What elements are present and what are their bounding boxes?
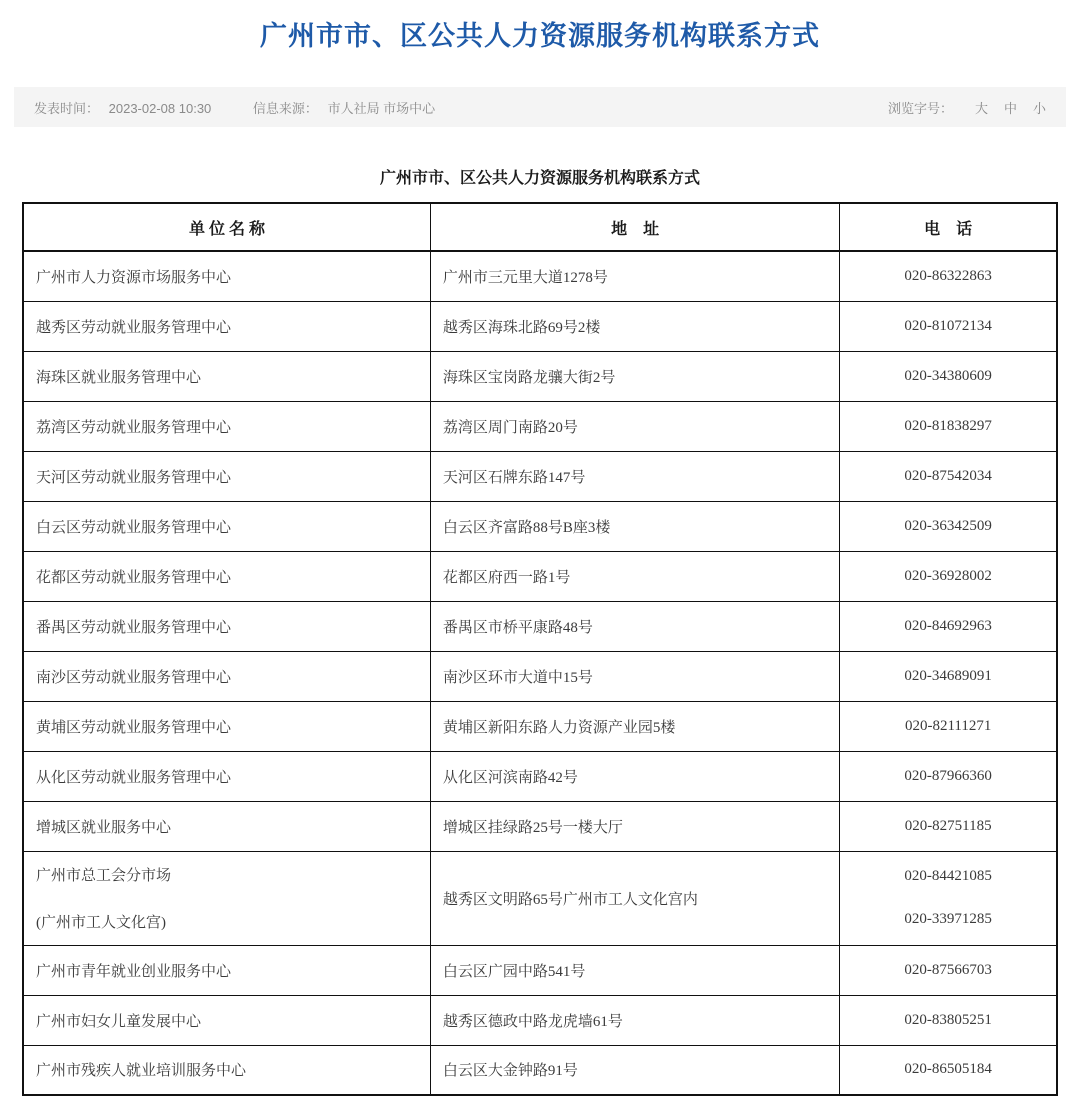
- table-row: [23, 451, 1057, 501]
- address-cell: 增城区挂绿路25号一楼大厅: [430, 801, 839, 851]
- address-cell: 南沙区环市大道中15号: [430, 651, 839, 701]
- address-cell: 越秀区文明路65号广州市工人文化宫内: [430, 851, 839, 945]
- table-row: [23, 851, 1057, 945]
- table-row: [23, 351, 1057, 401]
- column-header-address: 地 址: [430, 203, 839, 251]
- phone-cell: 020-82111271: [840, 701, 1057, 751]
- font-size-medium-link[interactable]: 中: [1003, 100, 1017, 116]
- meta-left: [34, 98, 441, 117]
- unit-name-cell: 荔湾区劳动就业服务管理中心: [23, 401, 430, 451]
- address-cell: 花都区府西一路1号: [430, 551, 839, 601]
- table-row: [23, 945, 1057, 995]
- table-row: [23, 601, 1057, 651]
- phone-cell: 020-87966360: [840, 751, 1057, 801]
- phone-cell: 020-34380609: [840, 351, 1057, 401]
- table-body: [23, 251, 1057, 1095]
- unit-name-cell: 番禺区劳动就业服务管理中心: [23, 601, 430, 651]
- address-cell: 荔湾区周门南路20号: [430, 401, 839, 451]
- unit-name-cell: 南沙区劳动就业服务管理中心: [23, 651, 430, 701]
- publish-time-label: 发表时间：: [34, 100, 100, 116]
- unit-name-cell: 花都区劳动就业服务管理中心: [23, 551, 430, 601]
- column-header-unit-name: 单 位 名 称: [23, 203, 430, 251]
- unit-name-cell: 黄埔区劳动就业服务管理中心: [23, 701, 430, 751]
- unit-name-cell: 广州市人力资源市场服务中心: [23, 251, 430, 301]
- table-header-row: [23, 203, 1057, 251]
- unit-name-cell: 广州市总工会分市场 (广州市工人文化宫): [23, 851, 430, 945]
- phone-cell: 020-86322863: [840, 251, 1057, 301]
- address-cell: 番禺区市桥平康路48号: [430, 601, 839, 651]
- address-cell: 天河区石牌东路147号: [430, 451, 839, 501]
- phone-cell: 020-84692963: [840, 601, 1057, 651]
- source-value: 市人社局 市场中心: [327, 100, 436, 116]
- phone-cell: 020-34689091: [840, 651, 1057, 701]
- unit-name-cell: 越秀区劳动就业服务管理中心: [23, 301, 430, 351]
- phone-cell: 020-36342509: [840, 501, 1057, 551]
- table-row: [23, 401, 1057, 451]
- address-cell: 从化区河滨南路42号: [430, 751, 839, 801]
- phone-cell: 020-81838297: [840, 401, 1057, 451]
- table-caption: 广州市市、区公共人力资源服务机构联系方式: [379, 170, 700, 187]
- table-row: [23, 501, 1057, 551]
- address-cell: 白云区大金钟路91号: [430, 1045, 839, 1095]
- unit-name-cell: 广州市残疾人就业培训服务中心: [23, 1045, 430, 1095]
- column-header-phone: 电 话: [840, 203, 1057, 251]
- unit-name-cell: 增城区就业服务中心: [23, 801, 430, 851]
- phone-cell: 020-82751185: [840, 801, 1057, 851]
- contact-table: [22, 202, 1058, 1096]
- table-row: [23, 251, 1057, 301]
- table-row: [23, 751, 1057, 801]
- publish-time-value: 2023-02-08 10:30: [108, 100, 212, 116]
- phone-cell: 020-87566703: [840, 945, 1057, 995]
- font-size-small-link[interactable]: 小: [1032, 100, 1046, 116]
- phone-cell: 020-87542034: [840, 451, 1057, 501]
- phone-cell: 020-86505184: [840, 1045, 1057, 1095]
- address-cell: 白云区齐富路88号B座3楼: [430, 501, 839, 551]
- table-row: [23, 301, 1057, 351]
- address-cell: 海珠区宝岗路龙骧大街2号: [430, 351, 839, 401]
- table-row: [23, 1045, 1057, 1095]
- font-size-switcher: [888, 98, 1046, 117]
- address-cell: 黄埔区新阳东路人力资源产业园5楼: [430, 701, 839, 751]
- address-cell: 越秀区德政中路龙虎墙61号: [430, 995, 839, 1045]
- address-cell: 广州市三元里大道1278号: [430, 251, 839, 301]
- phone-cell: 020-84421085 020-33971285: [840, 851, 1057, 945]
- table-row: [23, 551, 1057, 601]
- phone-cell: 020-81072134: [840, 301, 1057, 351]
- table-row: [23, 651, 1057, 701]
- phone-cell: 020-83805251: [840, 995, 1057, 1045]
- unit-name-cell: 广州市青年就业创业服务中心: [23, 945, 430, 995]
- table-wrap: [22, 202, 1058, 1096]
- font-size-label: 浏览字号：: [887, 100, 953, 116]
- unit-name-cell: 海珠区就业服务管理中心: [23, 351, 430, 401]
- unit-name-cell: 白云区劳动就业服务管理中心: [23, 501, 430, 551]
- table-row: [23, 701, 1057, 751]
- phone-cell: 020-36928002: [840, 551, 1057, 601]
- address-cell: 越秀区海珠北路69号2楼: [430, 301, 839, 351]
- font-size-large-link[interactable]: 大: [974, 100, 988, 116]
- table-row: [23, 801, 1057, 851]
- table-row: [23, 995, 1057, 1045]
- meta-bar: [14, 87, 1066, 127]
- source-label: 信息来源：: [252, 100, 318, 116]
- unit-name-cell: 从化区劳动就业服务管理中心: [23, 751, 430, 801]
- address-cell: 白云区广园中路541号: [430, 945, 839, 995]
- unit-name-cell: 广州市妇女儿童发展中心: [23, 995, 430, 1045]
- page-title: 广州市市、区公共人力资源服务机构联系方式: [260, 21, 820, 51]
- unit-name-cell: 天河区劳动就业服务管理中心: [23, 451, 430, 501]
